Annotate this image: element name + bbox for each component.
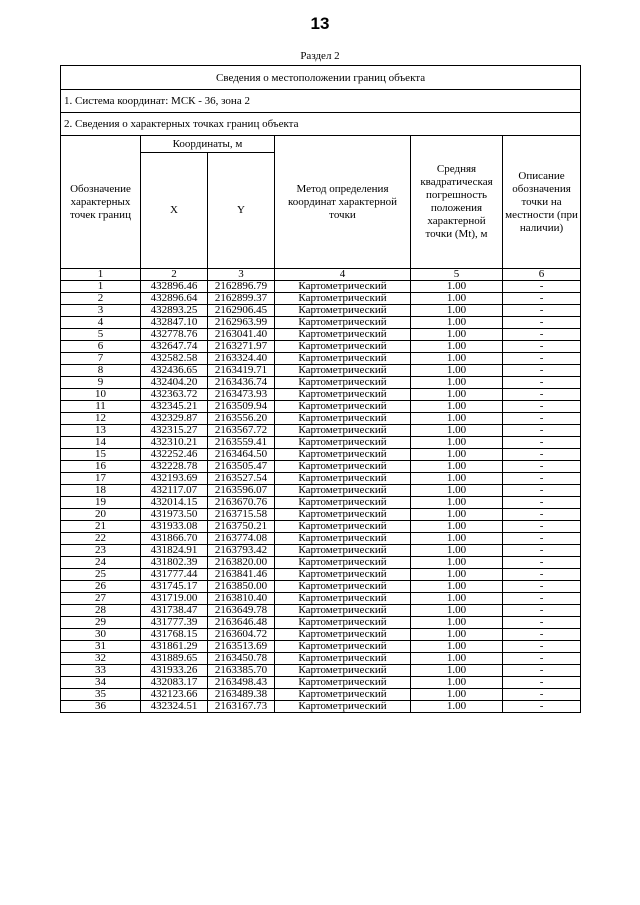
coord-x: 432404.20 [141, 377, 208, 389]
method: Картометрический [275, 653, 411, 665]
table-row [61, 653, 581, 665]
method: Картометрический [275, 509, 411, 521]
coord-x: 432345.21 [141, 401, 208, 413]
table-title: Сведения о местоположении границ объекта [61, 66, 581, 90]
coord-y: 2162899.37 [208, 293, 275, 305]
method: Картометрический [275, 569, 411, 581]
coord-x: 432123.66 [141, 689, 208, 701]
method: Картометрический [275, 281, 411, 293]
description: - [503, 593, 581, 605]
description: - [503, 305, 581, 317]
coord-y: 2163436.74 [208, 377, 275, 389]
coord-y: 2163556.20 [208, 413, 275, 425]
coord-y: 2163750.21 [208, 521, 275, 533]
description: - [503, 521, 581, 533]
coord-x: 432228.78 [141, 461, 208, 473]
description: - [503, 629, 581, 641]
point-number: 26 [61, 581, 141, 593]
accuracy: 1.00 [411, 317, 503, 329]
accuracy: 1.00 [411, 425, 503, 437]
table-row [61, 401, 581, 413]
points-heading: 2. Сведения о характерных точках границ объекта [61, 113, 581, 136]
header-x: X [141, 153, 208, 269]
point-number: 35 [61, 689, 141, 701]
coord-x: 431861.29 [141, 641, 208, 653]
table-row [61, 329, 581, 341]
coord-y: 2163850.00 [208, 581, 275, 593]
coord-x: 432436.65 [141, 365, 208, 377]
accuracy: 1.00 [411, 329, 503, 341]
method: Картометрический [275, 701, 411, 713]
coord-x: 432083.17 [141, 677, 208, 689]
point-number: 15 [61, 449, 141, 461]
header-coords: Координаты, м [141, 136, 275, 153]
boundary-points-table [60, 65, 581, 713]
coord-y: 2163841.46 [208, 569, 275, 581]
coord-x: 431745.17 [141, 581, 208, 593]
coord-x: 432647.74 [141, 341, 208, 353]
table-row [61, 473, 581, 485]
method: Картометрический [275, 485, 411, 497]
point-number: 1 [61, 281, 141, 293]
table-row [61, 593, 581, 605]
table-row [61, 569, 581, 581]
point-number: 28 [61, 605, 141, 617]
description: - [503, 533, 581, 545]
coord-x: 432315.27 [141, 425, 208, 437]
coord-x: 432329.87 [141, 413, 208, 425]
coord-x: 431768.15 [141, 629, 208, 641]
method: Картометрический [275, 605, 411, 617]
coord-y: 2163473.93 [208, 389, 275, 401]
description: - [503, 545, 581, 557]
coord-y: 2163385.70 [208, 665, 275, 677]
description: - [503, 605, 581, 617]
method: Картометрический [275, 401, 411, 413]
description: - [503, 485, 581, 497]
coord-y: 2163498.43 [208, 677, 275, 689]
coord-y: 2162896.79 [208, 281, 275, 293]
method: Картометрический [275, 545, 411, 557]
coord-x: 431973.50 [141, 509, 208, 521]
accuracy: 1.00 [411, 281, 503, 293]
description: - [503, 641, 581, 653]
table-row [61, 425, 581, 437]
point-number: 16 [61, 461, 141, 473]
coord-y: 2163527.54 [208, 473, 275, 485]
column-number-row [61, 269, 581, 281]
column-number: 6 [503, 269, 581, 281]
table-row [61, 581, 581, 593]
description: - [503, 653, 581, 665]
point-number: 29 [61, 617, 141, 629]
method: Картометрический [275, 665, 411, 677]
accuracy: 1.00 [411, 605, 503, 617]
description: - [503, 341, 581, 353]
coord-y: 2163041.40 [208, 329, 275, 341]
point-number: 14 [61, 437, 141, 449]
coord-x: 432582.58 [141, 353, 208, 365]
description: - [503, 365, 581, 377]
description: - [503, 617, 581, 629]
point-number: 12 [61, 413, 141, 425]
description: - [503, 425, 581, 437]
coord-y: 2163820.00 [208, 557, 275, 569]
point-number: 17 [61, 473, 141, 485]
accuracy: 1.00 [411, 689, 503, 701]
method: Картометрический [275, 557, 411, 569]
coord-y: 2163567.72 [208, 425, 275, 437]
header-method: Метод определения координат характерной точки [275, 136, 411, 269]
table-row [61, 521, 581, 533]
coord-x: 431933.26 [141, 665, 208, 677]
description: - [503, 557, 581, 569]
table-row [61, 617, 581, 629]
accuracy: 1.00 [411, 305, 503, 317]
method: Картометрический [275, 449, 411, 461]
coord-y: 2163509.94 [208, 401, 275, 413]
table-row [61, 281, 581, 293]
coord-x: 431777.44 [141, 569, 208, 581]
accuracy: 1.00 [411, 509, 503, 521]
description: - [503, 461, 581, 473]
table-row [61, 485, 581, 497]
method: Картометрический [275, 305, 411, 317]
coord-x: 432014.15 [141, 497, 208, 509]
accuracy: 1.00 [411, 497, 503, 509]
accuracy: 1.00 [411, 341, 503, 353]
method: Картометрический [275, 497, 411, 509]
coord-y: 2163450.78 [208, 653, 275, 665]
accuracy: 1.00 [411, 617, 503, 629]
coord-y: 2163596.07 [208, 485, 275, 497]
table-row [61, 389, 581, 401]
description: - [503, 473, 581, 485]
coord-y: 2163793.42 [208, 545, 275, 557]
coord-y: 2163324.40 [208, 353, 275, 365]
method: Картометрический [275, 581, 411, 593]
point-number: 30 [61, 629, 141, 641]
accuracy: 1.00 [411, 377, 503, 389]
table-row [61, 341, 581, 353]
point-number: 23 [61, 545, 141, 557]
coord-x: 431889.65 [141, 653, 208, 665]
coord-x: 432310.21 [141, 437, 208, 449]
coord-x: 432324.51 [141, 701, 208, 713]
method: Картометрический [275, 461, 411, 473]
method: Картометрический [275, 629, 411, 641]
accuracy: 1.00 [411, 545, 503, 557]
description: - [503, 389, 581, 401]
method: Картометрический [275, 641, 411, 653]
header-accuracy: Средняя квадратическая погрешность положения характерной точки (Mt), м [411, 136, 503, 269]
point-number: 10 [61, 389, 141, 401]
table-row [61, 533, 581, 545]
coord-x: 431866.70 [141, 533, 208, 545]
coord-x: 431802.39 [141, 557, 208, 569]
point-number: 13 [61, 425, 141, 437]
table-row [61, 629, 581, 641]
coord-y: 2163464.50 [208, 449, 275, 461]
method: Картометрический [275, 317, 411, 329]
method: Картометрический [275, 437, 411, 449]
method: Картометрический [275, 377, 411, 389]
description: - [503, 377, 581, 389]
method: Картометрический [275, 593, 411, 605]
description: - [503, 413, 581, 425]
accuracy: 1.00 [411, 653, 503, 665]
coord-x: 431824.91 [141, 545, 208, 557]
description: - [503, 689, 581, 701]
table-row [61, 365, 581, 377]
accuracy: 1.00 [411, 413, 503, 425]
coord-y: 2163649.78 [208, 605, 275, 617]
method: Картометрический [275, 413, 411, 425]
accuracy: 1.00 [411, 581, 503, 593]
description: - [503, 401, 581, 413]
table-row [61, 689, 581, 701]
header-y: Y [208, 153, 275, 269]
method: Картометрический [275, 677, 411, 689]
method: Картометрический [275, 293, 411, 305]
point-number: 19 [61, 497, 141, 509]
accuracy: 1.00 [411, 665, 503, 677]
coord-x: 432896.64 [141, 293, 208, 305]
accuracy: 1.00 [411, 389, 503, 401]
coord-x: 432847.10 [141, 317, 208, 329]
coord-x: 432363.72 [141, 389, 208, 401]
coord-y: 2162963.99 [208, 317, 275, 329]
description: - [503, 665, 581, 677]
point-number: 7 [61, 353, 141, 365]
coord-y: 2163604.72 [208, 629, 275, 641]
accuracy: 1.00 [411, 461, 503, 473]
coord-y: 2163513.69 [208, 641, 275, 653]
point-number: 31 [61, 641, 141, 653]
page-number: 13 [310, 14, 330, 33]
point-number: 32 [61, 653, 141, 665]
point-number: 5 [61, 329, 141, 341]
point-number: 36 [61, 701, 141, 713]
coord-x: 432117.07 [141, 485, 208, 497]
table-row [61, 317, 581, 329]
coord-x: 431777.39 [141, 617, 208, 629]
table-row [61, 413, 581, 425]
description: - [503, 701, 581, 713]
coord-x: 431719.00 [141, 593, 208, 605]
description: - [503, 569, 581, 581]
point-number: 9 [61, 377, 141, 389]
method: Картометрический [275, 533, 411, 545]
description: - [503, 353, 581, 365]
coord-x: 432252.46 [141, 449, 208, 461]
description: - [503, 281, 581, 293]
method: Картометрический [275, 329, 411, 341]
method: Картометрический [275, 473, 411, 485]
coordinate-system: 1. Система координат: МСК - 36, зона 2 [61, 90, 581, 113]
column-number: 1 [61, 269, 141, 281]
table-row [61, 677, 581, 689]
description: - [503, 497, 581, 509]
coord-y: 2162906.45 [208, 305, 275, 317]
method: Картометрический [275, 689, 411, 701]
point-number: 8 [61, 365, 141, 377]
point-number: 18 [61, 485, 141, 497]
accuracy: 1.00 [411, 629, 503, 641]
point-number: 27 [61, 593, 141, 605]
coord-y: 2163774.08 [208, 533, 275, 545]
accuracy: 1.00 [411, 593, 503, 605]
table-row [61, 293, 581, 305]
coord-x: 432778.76 [141, 329, 208, 341]
description: - [503, 449, 581, 461]
coord-y: 2163271.97 [208, 341, 275, 353]
table-row [61, 509, 581, 521]
accuracy: 1.00 [411, 701, 503, 713]
point-number: 4 [61, 317, 141, 329]
accuracy: 1.00 [411, 365, 503, 377]
table-row [61, 449, 581, 461]
method: Картометрический [275, 425, 411, 437]
coord-x: 432193.69 [141, 473, 208, 485]
point-number: 3 [61, 305, 141, 317]
accuracy: 1.00 [411, 293, 503, 305]
header-description: Описание обозначения точки на местности (при наличии) [503, 136, 581, 269]
accuracy: 1.00 [411, 401, 503, 413]
table-row [61, 545, 581, 557]
point-number: 34 [61, 677, 141, 689]
method: Картометрический [275, 389, 411, 401]
accuracy: 1.00 [411, 353, 503, 365]
accuracy: 1.00 [411, 485, 503, 497]
header-point: Обозначение характерных точек границ [61, 136, 141, 269]
coord-y: 2163715.58 [208, 509, 275, 521]
coord-y: 2163419.71 [208, 365, 275, 377]
point-number: 33 [61, 665, 141, 677]
point-number: 20 [61, 509, 141, 521]
point-number: 11 [61, 401, 141, 413]
point-number: 2 [61, 293, 141, 305]
coord-x: 431933.08 [141, 521, 208, 533]
description: - [503, 329, 581, 341]
description: - [503, 317, 581, 329]
method: Картометрический [275, 617, 411, 629]
table-row [61, 497, 581, 509]
coord-y: 2163505.47 [208, 461, 275, 473]
accuracy: 1.00 [411, 521, 503, 533]
method: Картометрический [275, 341, 411, 353]
table-row [61, 605, 581, 617]
accuracy: 1.00 [411, 557, 503, 569]
point-number: 21 [61, 521, 141, 533]
coord-x: 432896.46 [141, 281, 208, 293]
coord-x: 431738.47 [141, 605, 208, 617]
description: - [503, 293, 581, 305]
table-row [61, 557, 581, 569]
description: - [503, 437, 581, 449]
table-row [61, 305, 581, 317]
description: - [503, 581, 581, 593]
accuracy: 1.00 [411, 677, 503, 689]
accuracy: 1.00 [411, 641, 503, 653]
table-row [61, 641, 581, 653]
coord-x: 432893.25 [141, 305, 208, 317]
section-label: Раздел 2 [300, 50, 340, 62]
method: Картометрический [275, 353, 411, 365]
column-number: 3 [208, 269, 275, 281]
accuracy: 1.00 [411, 533, 503, 545]
point-number: 22 [61, 533, 141, 545]
point-number: 25 [61, 569, 141, 581]
method: Картометрический [275, 521, 411, 533]
description: - [503, 509, 581, 521]
table-row [61, 461, 581, 473]
table-row [61, 437, 581, 449]
table-row [61, 353, 581, 365]
accuracy: 1.00 [411, 473, 503, 485]
table-row [61, 665, 581, 677]
coord-y: 2163670.76 [208, 497, 275, 509]
coord-y: 2163489.38 [208, 689, 275, 701]
column-number: 4 [275, 269, 411, 281]
coord-y: 2163646.48 [208, 617, 275, 629]
coord-y: 2163810.40 [208, 593, 275, 605]
table-body [61, 281, 581, 713]
accuracy: 1.00 [411, 569, 503, 581]
point-number: 6 [61, 341, 141, 353]
description: - [503, 677, 581, 689]
point-number: 24 [61, 557, 141, 569]
coord-y: 2163167.73 [208, 701, 275, 713]
column-number: 2 [141, 269, 208, 281]
coord-y: 2163559.41 [208, 437, 275, 449]
method: Картометрический [275, 365, 411, 377]
table-row [61, 377, 581, 389]
table-row [61, 701, 581, 713]
accuracy: 1.00 [411, 449, 503, 461]
column-number: 5 [411, 269, 503, 281]
accuracy: 1.00 [411, 437, 503, 449]
